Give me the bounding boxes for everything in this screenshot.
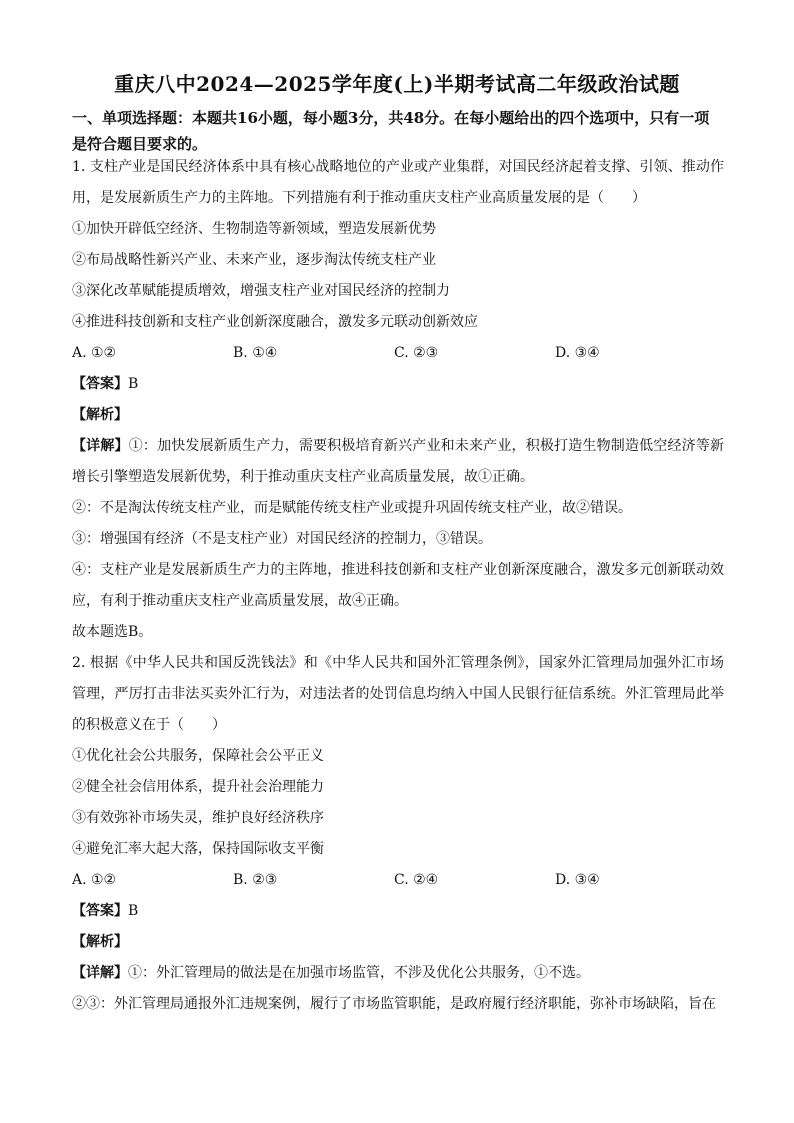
question-1-point-2: ②：不是淘汰传统支柱产业，而是赋能传统支柱产业或提升巩固传统支柱产业，故②错误。 [72,500,632,516]
question-1-option-c: C. ②③ [394,345,439,361]
question-1-options [72,338,724,369]
question-1-analysis-label: 【解析】 [72,407,128,423]
page-title: 重庆八中2024—2025学年度(上)半期考试高二年级政治试题 [114,72,680,96]
detail-label: 【详解】 [72,965,128,981]
question-1-answer [72,369,724,400]
question-2-option-b: B. ②③ [233,872,278,888]
question-2-item-1: ①优化社会公共服务，保障社会公平正义 [72,748,324,764]
question-1-item-4: ④推进科技创新和支柱产业创新深度融合，激发多元联动创新效应 [72,314,478,330]
question-2-detail [72,958,724,989]
question-2-answer [72,896,724,927]
question-1-item-2: ②布局战略性新兴产业、未来产业，逐步淘汰传统支柱产业 [72,252,436,268]
question-2-options [72,865,724,896]
question-1-point-3: ③：增强国有经济（不是支柱产业）对国民经济的控制力，③错误。 [72,531,492,547]
question-1-option-d: D. ③④ [555,345,600,361]
questions-content [72,152,724,1020]
question-2-option-a: A. ①② [72,872,117,888]
answer-value: B [128,376,139,392]
question-2-item-2: ②健全社会信用体系，提升社会治理能力 [72,779,324,795]
question-2-detail-continued: ②③：外汇管理局通报外汇违规案例，履行了市场监管职能，是政府履行经济职能，弥补市场缺陷，旨在 [72,996,716,1012]
question-1-option-a: A. ①② [72,345,117,361]
answer-label: 【答案】 [72,376,128,392]
question-1-option-b: B. ①④ [233,345,278,361]
question-1-item-3: ③深化改革赋能提质增效，增强支柱产业对国民经济的控制力 [72,283,450,299]
detail-text: ①：加快发展新质生产力，需要积极培育新兴产业和未来产业，积极打造生物制造低空经济等新增长引擎塑造发展新优势，利于推动重庆支柱产业高质量发展，故①正确。 [72,438,724,485]
answer-label: 【答案】 [72,903,128,919]
question-2-stem: 2. 根据《中华人民共和国反洗钱法》和《中华人民共和国外汇管理条例》，国家外汇管理局加强外汇市场管理，严厉打击非法买卖外汇行为，对违法者的处罚信息均纳入中国人民银行征信系统。外汇管理局此举的积极意义在于（ ） [72,655,724,733]
question-1-detail [72,431,724,493]
detail-label: 【详解】 [72,438,129,454]
detail-text: ①：外汇管理局的做法是在加强市场监管，不涉及优化公共服务，①不选。 [128,965,590,981]
section-heading: 一、单项选择题：本题共16小题，每小题3分，共48分。在每小题给出的四个选项中，只有一项是符合题目要求的。 [72,109,710,153]
question-2-option-d: D. ③④ [555,872,600,888]
question-2-item-3: ③有效弥补市场失灵，维护良好经济秩序 [72,810,324,826]
question-2-option-c: C. ②④ [394,872,439,888]
question-1-item-1: ①加快开辟低空经济、生物制造等新领域，塑造发展新优势 [72,221,436,237]
question-2-analysis-label: 【解析】 [72,934,128,950]
question-1-conclusion: 故本题选B。 [72,624,153,640]
question-1-point-4: ④：支柱产业是发展新质生产力的主阵地，推进科技创新和支柱产业创新深度融合，激发多元创新联动效应，有利于推动重庆支柱产业高质量发展，故④正确。 [72,562,724,609]
question-2-item-4: ④避免汇率大起大落，保持国际收支平衡 [72,841,324,857]
answer-value: B [128,903,139,919]
question-1-stem: 1. 支柱产业是国民经济体系中具有核心战略地位的产业或产业集群，对国民经济起着支撑、引领、推动作用，是发展新质生产力的主阵地。下列措施有利于推动重庆支柱产业高质量发展的是（ ） [72,159,724,206]
